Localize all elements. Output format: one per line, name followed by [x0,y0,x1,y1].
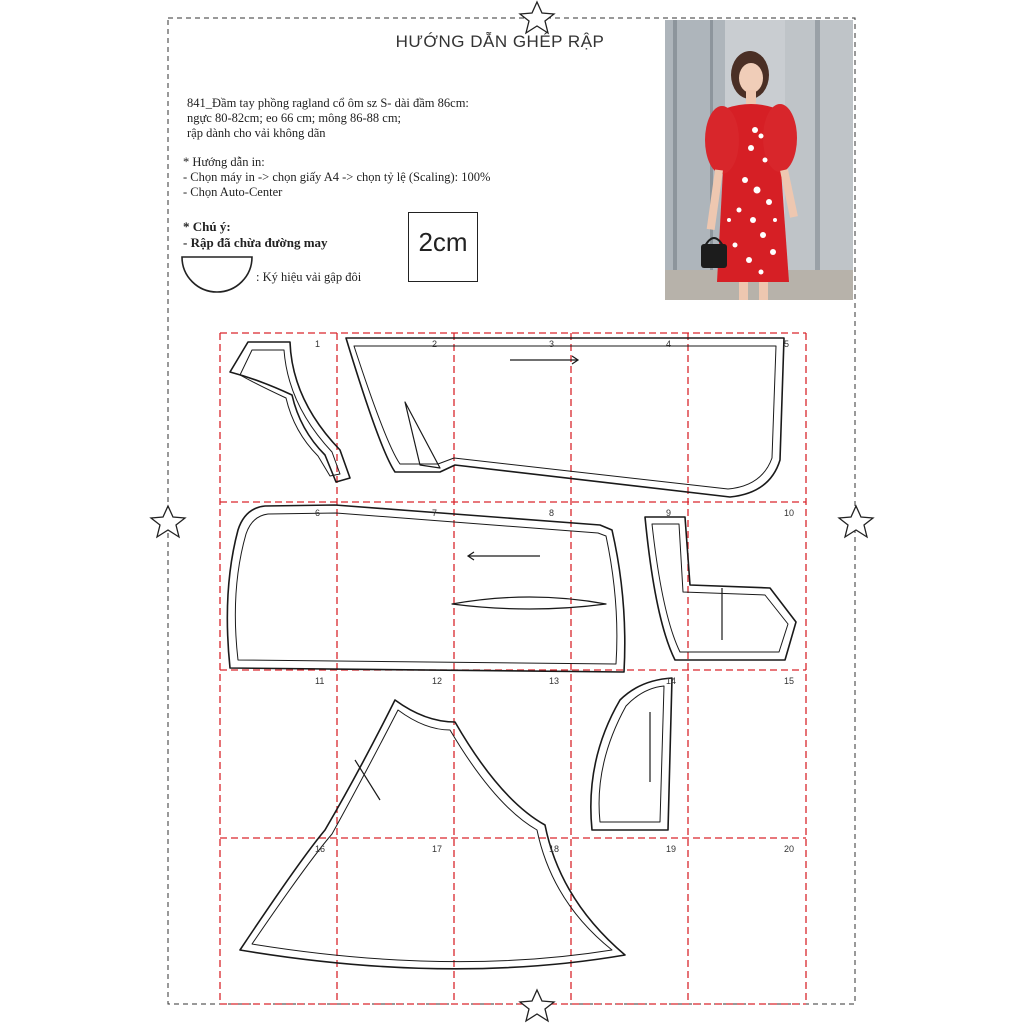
tile-number: 17 [432,844,443,854]
tile-number: 19 [666,844,677,854]
tile-number: 3 [549,339,555,349]
star-icon [151,506,185,537]
tile-number: 18 [549,844,560,854]
tile-number: 5 [784,339,790,349]
tile-number: 8 [549,508,555,518]
tile-number: 16 [315,844,326,854]
tile-number: 6 [315,508,321,518]
star-icon [839,506,873,537]
page-title: HƯỚNG DẪN GHÉP RẬP [395,32,605,51]
print-heading: * Hướng dẫn in: [183,155,265,169]
print-step-1: - Chọn máy in -> chọn giấy A4 -> chọn tỷ lệ (Scaling): 100% [183,170,491,184]
tile-number: 2 [432,339,438,349]
description-line-2: ngực 80-82cm; eo 66 cm; mông 86-88 cm; [187,111,402,125]
note-heading: * Chú ý: [183,219,231,234]
scale-reference-box: 2cm [408,212,478,282]
tile-number: 13 [549,676,560,686]
note-line-1: - Rập đã chừa đường may [183,235,328,250]
tile-number: 1 [315,339,321,349]
tile-number: 15 [784,676,795,686]
tile-number: 7 [432,508,438,518]
description-line-3: rập dành cho vải không dãn [187,126,326,140]
tile-number: 10 [784,508,795,518]
tile-number: 9 [666,508,672,518]
star-icon [520,990,554,1021]
fold-legend-label: : Ký hiệu vải gập đôi [256,270,362,284]
star-icon [520,2,554,33]
print-step-2: - Chọn Auto-Center [183,185,283,199]
tile-number: 4 [666,339,672,349]
tile-number: 11 [315,676,325,686]
tile-number: 14 [666,676,677,686]
tile-number: 12 [432,676,443,686]
description-line-1: 841_Đầm tay phồng ragland cổ ôm sz S- dài đầm 86cm: [187,96,469,110]
tile-number: 20 [784,844,795,854]
